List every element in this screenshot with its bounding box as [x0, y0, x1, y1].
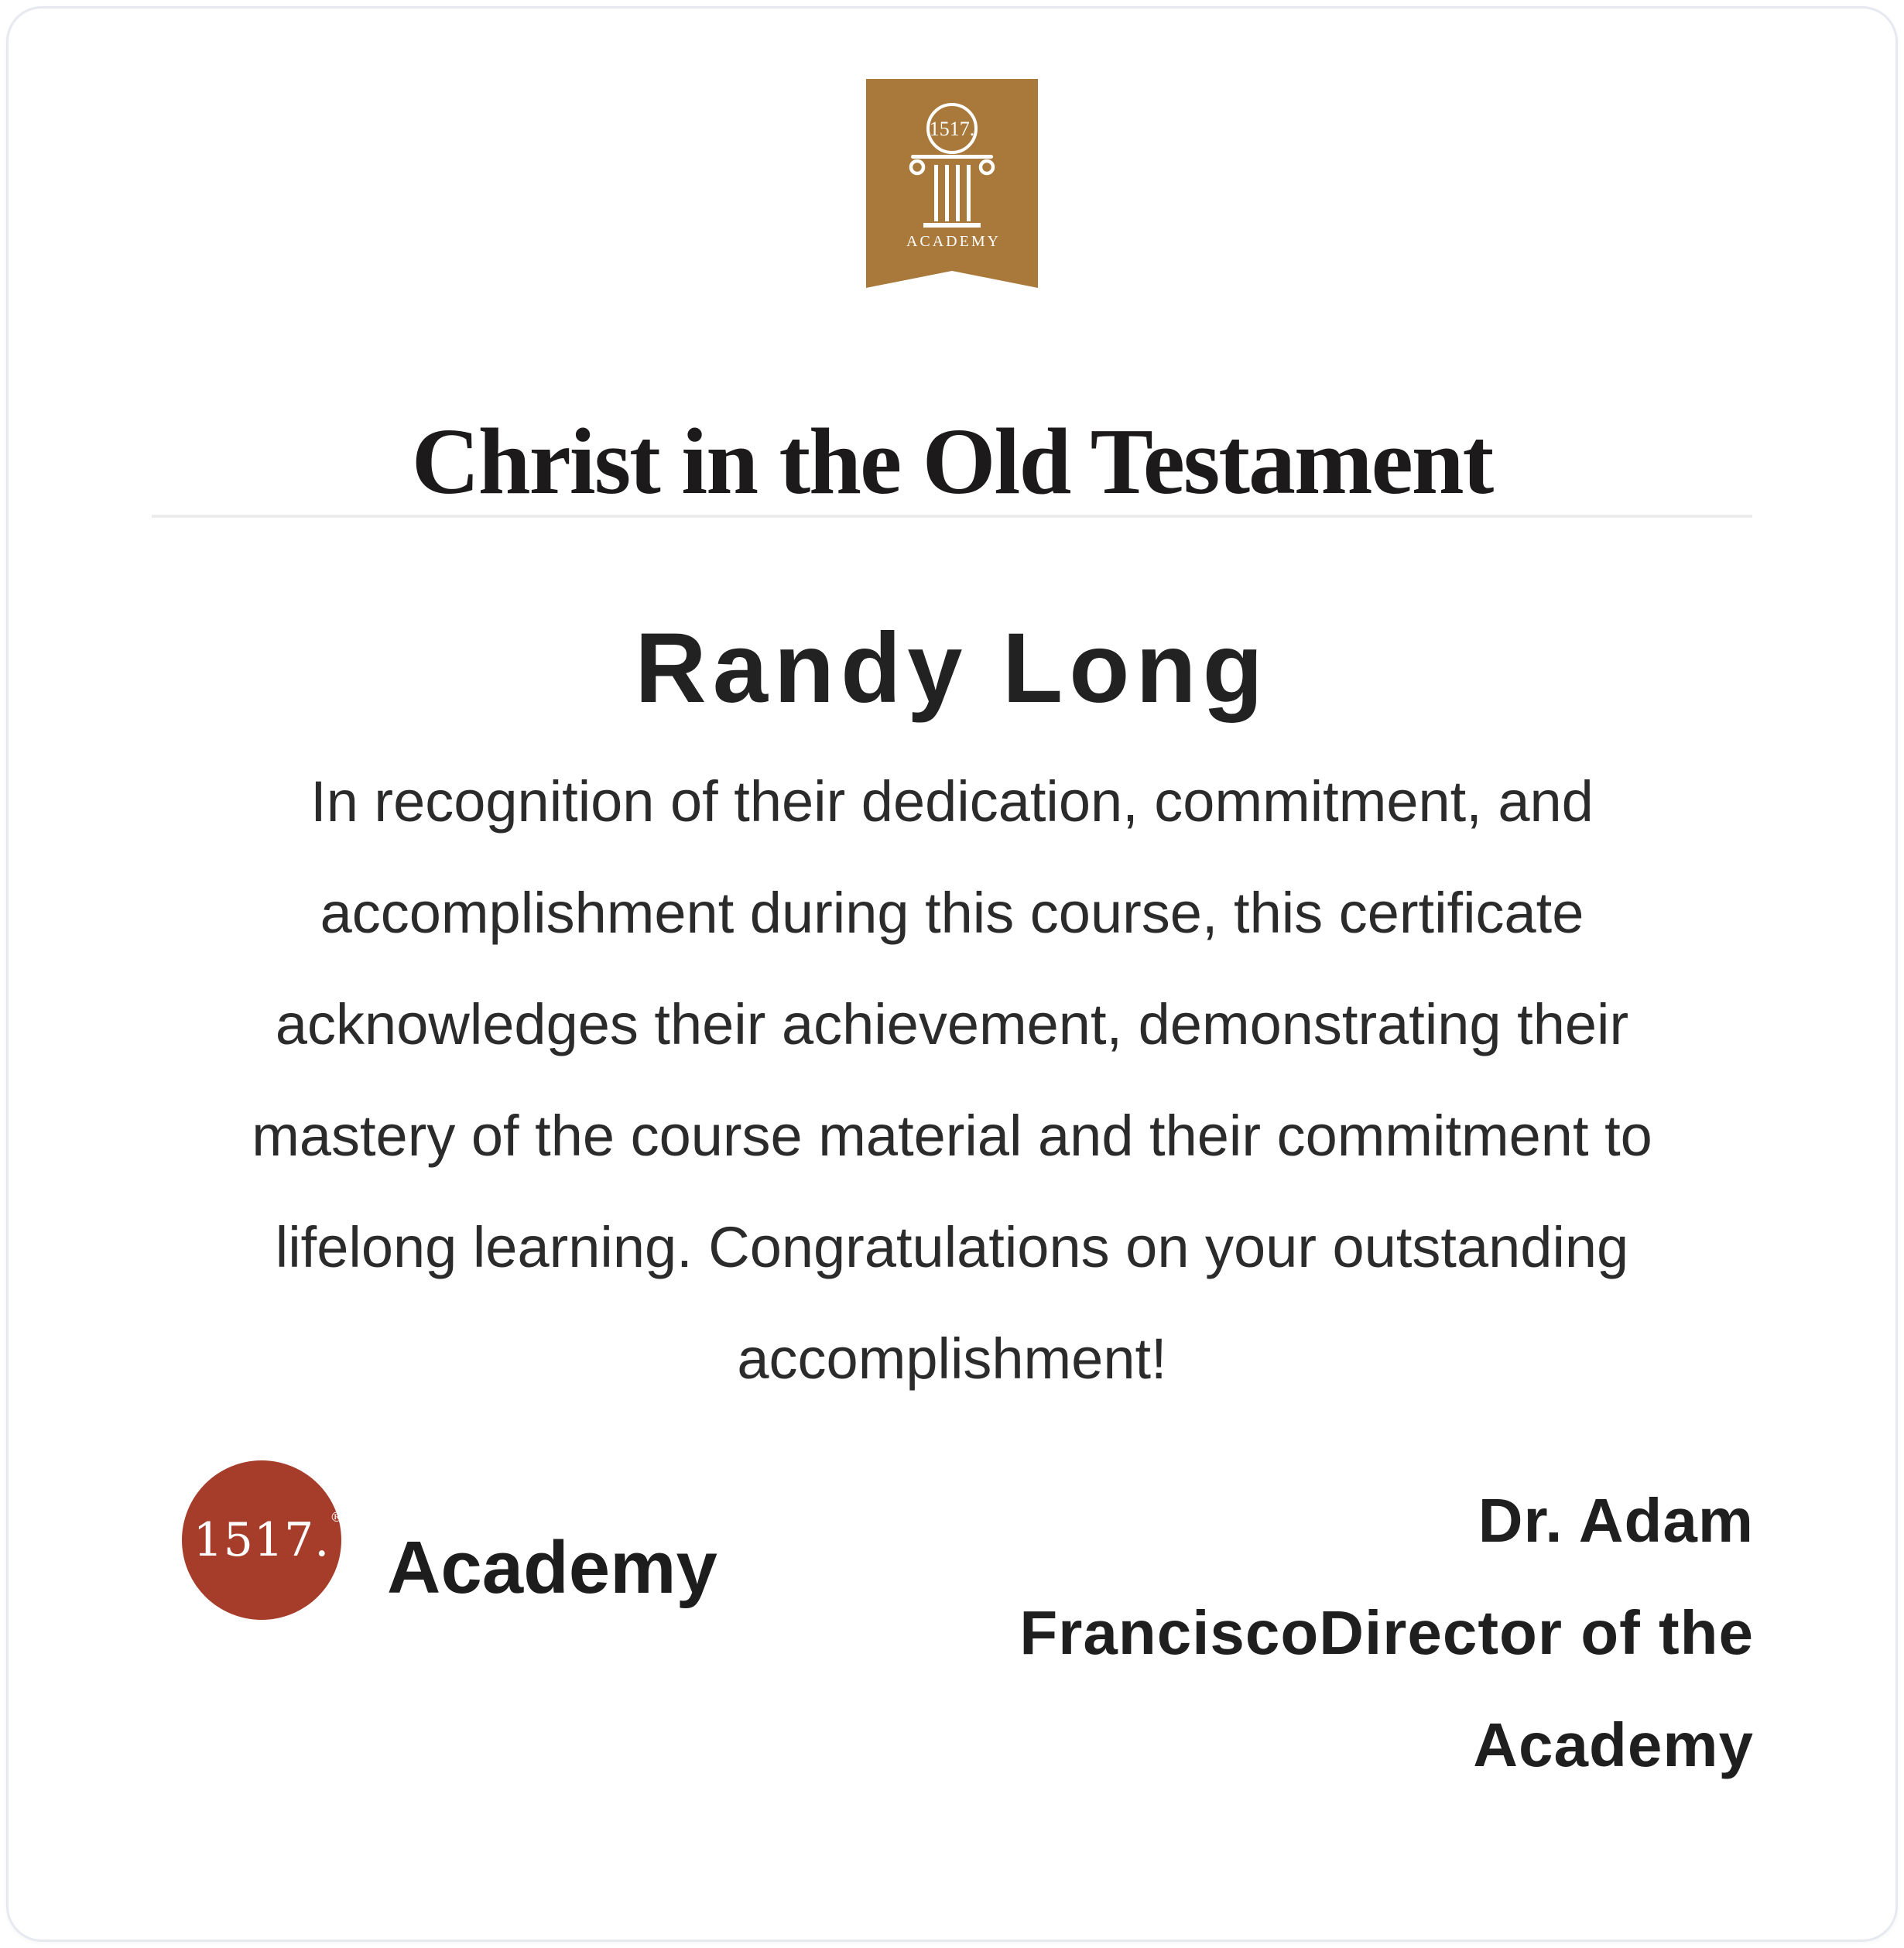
certificate-body: [0, 746, 1904, 1415]
body-line: accomplishment!: [737, 1327, 1167, 1391]
body-line: mastery of the course material and their commitment to: [252, 1104, 1652, 1168]
signature-line: Dr. Adam: [1478, 1486, 1754, 1555]
org-logo-1517: [182, 1460, 344, 1620]
title-divider: [152, 515, 1752, 518]
body-line: lifelong learning. Congratulations on your outstanding: [275, 1215, 1629, 1279]
body-line: In recognition of their dedication, commitment, and: [310, 769, 1594, 834]
course-title: Christ in the Old Testament: [411, 409, 1493, 514]
ribbon-academy-label: ACADEMY: [906, 233, 1002, 250]
recipient-name: Randy Long: [635, 613, 1269, 724]
org-logo-number: [193, 1510, 344, 1567]
org-logo-number-text: 1517.: [193, 1513, 330, 1567]
signature-block: [1019, 1464, 1754, 1801]
signature-line: Academy: [1473, 1710, 1754, 1779]
ribbon-banner-shape: [866, 79, 1038, 288]
body-line: accomplishment during this course, this certificate: [320, 881, 1584, 945]
body-line: acknowledges their achievement, demonstrating their: [275, 992, 1629, 1056]
signature-line: FranciscoDirector of the: [1019, 1598, 1754, 1667]
academy-ribbon-badge: [866, 79, 1038, 288]
ribbon-number: 1517.: [929, 118, 975, 140]
org-name: Academy: [387, 1526, 717, 1609]
registered-trademark-icon: ®: [330, 1510, 344, 1525]
